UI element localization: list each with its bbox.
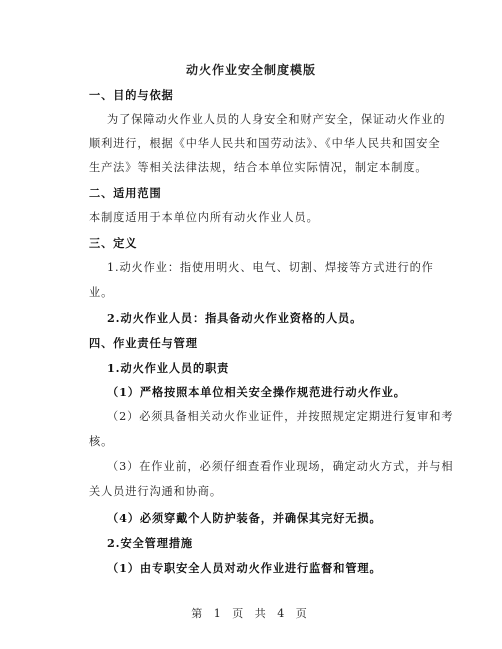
paragraph-line: 业。 xyxy=(89,286,114,299)
list-item-continuation: 核。 xyxy=(89,435,114,448)
paragraph-line: 为了保障动火作业人员的人身安全和财产安全，保证动火作业的 xyxy=(107,113,446,126)
page-title: 动火作业安全制度模版 xyxy=(185,63,316,77)
section-heading-responsibility: 四、作业责任与管理 xyxy=(89,336,198,350)
list-item: （3）在作业前，必须仔细查看作业现场，确定动火方式，并与相 xyxy=(107,460,454,473)
page-number: 第 1 页 共 4 页 xyxy=(191,607,311,620)
paragraph-line: 顺利进行，根据《中华人民共和国劳动法》、《中华人民共和国安全 xyxy=(89,137,441,150)
section-heading-purpose: 一、目的与依据 xyxy=(89,88,174,102)
list-item: （2）必须具备相关动火作业证件，并按照规定定期进行复审和考 xyxy=(107,410,454,423)
list-item: （4）必须穿戴个人防护装备，并确保其完好无损。 xyxy=(107,511,382,525)
section-heading-scope: 二、适用范围 xyxy=(89,186,162,200)
paragraph-line-bold: 2.动火作业人员：指具备动火作业资格的人员。 xyxy=(107,311,363,325)
paragraph-line: 生产法》等相关法律法规，结合本单位实际情况，制定本制度。 xyxy=(89,161,428,174)
subheading: 2.安全管理措施 xyxy=(107,536,194,550)
paragraph-line: 1.动火作业：指使用明火、电气、切割、焊接等方式进行的作 xyxy=(107,261,434,274)
subheading: 1.动火作业人员的职责 xyxy=(107,361,230,375)
list-item: （1）严格按照本单位相关安全操作规范进行动火作业。 xyxy=(107,385,406,399)
paragraph-line: 本制度适用于本单位内所有动火作业人员。 xyxy=(89,211,319,224)
section-heading-definition: 三、定义 xyxy=(89,236,138,250)
list-item: （1）由专职安全人员对动火作业进行监督和管理。 xyxy=(107,561,382,575)
list-item-continuation: 关人员进行沟通和协商。 xyxy=(89,485,222,498)
